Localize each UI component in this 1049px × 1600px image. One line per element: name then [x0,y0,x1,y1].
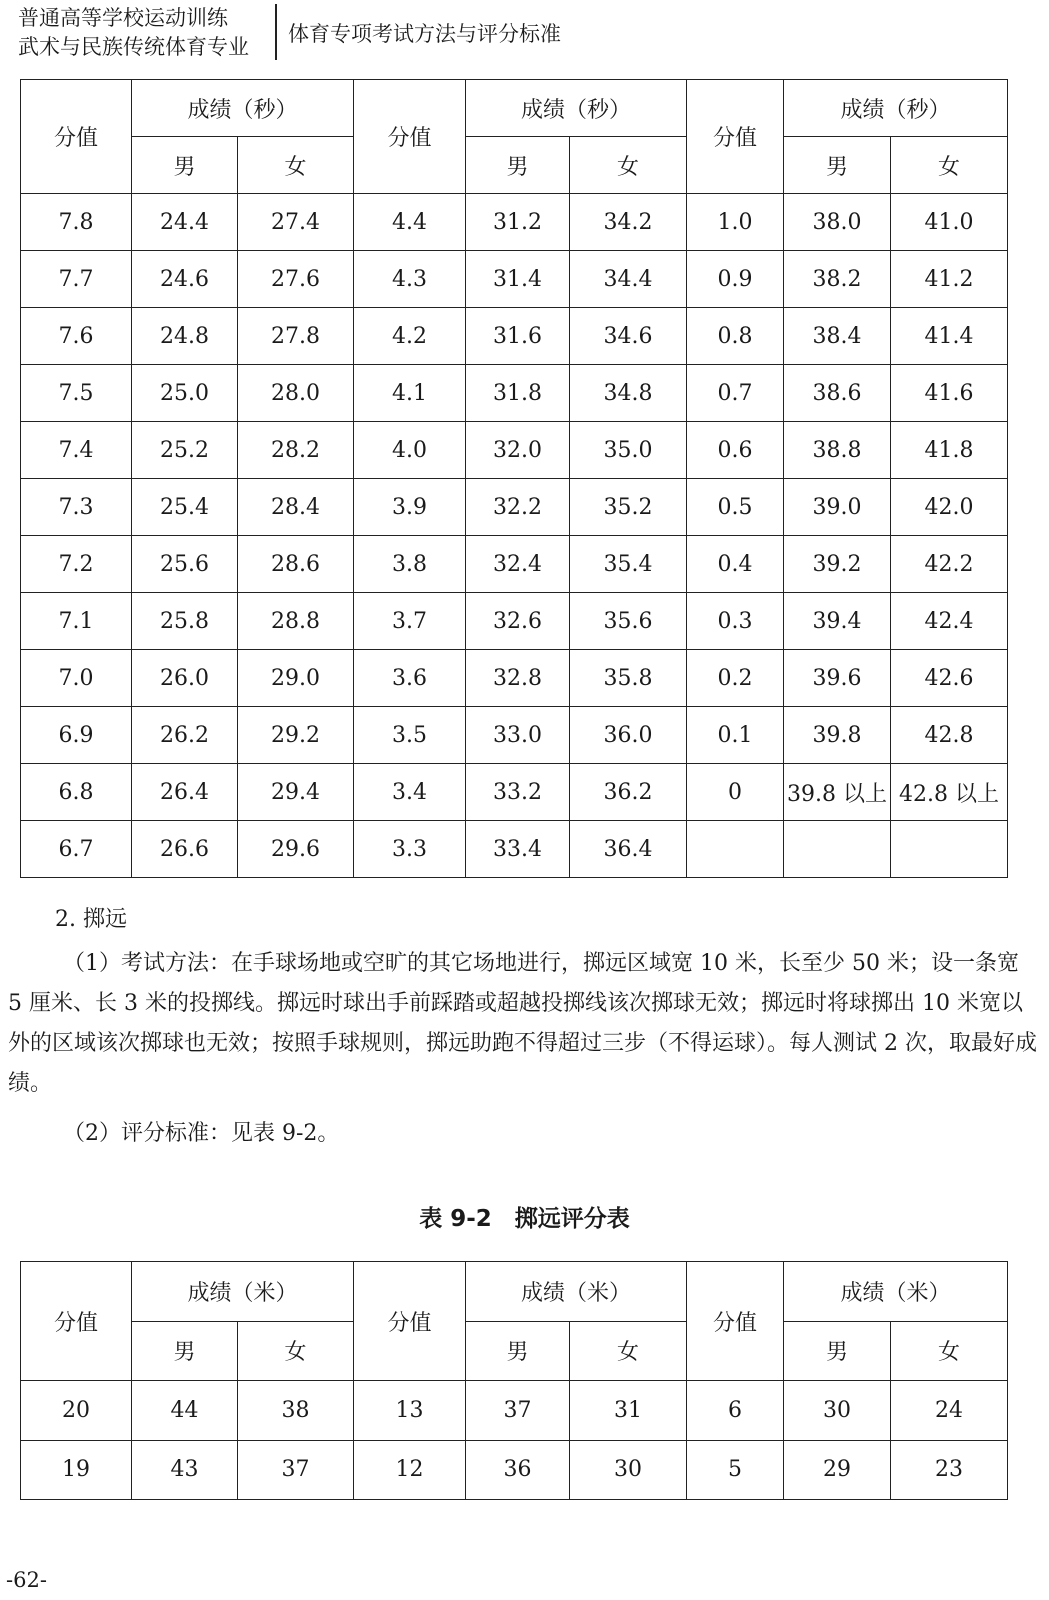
score-cell: 3.4 [354,764,466,821]
method-paragraph: （1）考试方法：在手球场地或空旷的其它场地进行，掷远区域宽 10 米，长至少 50 米；设一条宽 5 厘米、长 3 米的投掷线。掷远时球出手前踩踏或超越投掷线该次掷球无效；掷远时将球掷出 10 米宽以外的区域该次掷球也无效；按照手球规则，掷远助跑不得超过三步（不得运球）。每人测试 2 次，取最好成绩。 [8,951,1037,1096]
score-cell: 0.2 [687,650,784,707]
score-cell: 4.1 [354,365,466,422]
table-row [21,764,1008,821]
result-cell: 26.4 [132,764,238,821]
table-row [21,1381,1008,1441]
table-row [21,650,1008,707]
score-cell: 3.3 [354,821,466,878]
result-cell: 28.6 [238,536,354,593]
result-cell: 42.0 [891,479,1008,536]
result-cell: 42.8 [891,707,1008,764]
score-cell: 0.7 [687,365,784,422]
score-cell: 3.6 [354,650,466,707]
table-row [21,308,1008,365]
result-cell: 33.0 [466,707,570,764]
female-header: 女 [891,137,1008,194]
scoring-paragraph: （2）评分标准：见表 9-2。 [63,1121,340,1146]
score-cell: 7.3 [21,479,132,536]
male-header: 男 [784,1321,891,1381]
score-cell: 3.9 [354,479,466,536]
result-cell: 39.2 [784,536,891,593]
score-cell [687,821,784,878]
result-cell: 32.4 [466,536,570,593]
score-cell: 7.7 [21,251,132,308]
result-cell: 41.6 [891,365,1008,422]
result-cell [891,821,1008,878]
score-cell: 7.4 [21,422,132,479]
section-title: 2. 掷远 [55,907,127,932]
result-cell: 42.4 [891,593,1008,650]
result-cell: 35.8 [570,650,687,707]
score-cell: 20 [21,1381,132,1441]
score-header: 分值 [21,80,132,194]
result-cell: 43 [132,1440,238,1500]
result-cell: 27.8 [238,308,354,365]
score-cell: 7.1 [21,593,132,650]
table-row [21,479,1008,536]
table-row [21,251,1008,308]
score-cell: 4.2 [354,308,466,365]
score-cell: 0.5 [687,479,784,536]
result-cell: 42.8 以上 [891,764,1008,821]
score-cell: 7.0 [21,650,132,707]
result-header: 成绩（米） [132,1262,354,1322]
result-header: 成绩（秒） [784,80,1008,137]
table-row [21,707,1008,764]
male-header: 男 [466,1321,570,1381]
result-cell: 29.2 [238,707,354,764]
result-cell: 34.4 [570,251,687,308]
result-cell: 36.4 [570,821,687,878]
result-header: 成绩（米） [784,1262,1008,1322]
score-cell: 3.5 [354,707,466,764]
result-cell: 39.8 [784,707,891,764]
result-cell: 24.6 [132,251,238,308]
female-header: 女 [891,1321,1008,1381]
result-cell: 39.6 [784,650,891,707]
result-cell: 26.2 [132,707,238,764]
book-series-title [18,4,249,62]
result-cell: 35.0 [570,422,687,479]
score-cell: 0.6 [687,422,784,479]
result-cell: 31.2 [466,194,570,251]
female-header: 女 [570,137,687,194]
result-cell: 24.8 [132,308,238,365]
male-header: 男 [132,137,238,194]
result-cell: 25.8 [132,593,238,650]
score-cell: 4.0 [354,422,466,479]
score-cell: 7.2 [21,536,132,593]
result-cell: 44 [132,1381,238,1441]
table-row [21,536,1008,593]
result-cell: 42.6 [891,650,1008,707]
result-cell: 29.4 [238,764,354,821]
table-row [21,194,1008,251]
result-cell: 34.6 [570,308,687,365]
score-cell: 6 [687,1381,784,1441]
score-cell: 3.7 [354,593,466,650]
score-cell: 4.4 [354,194,466,251]
chapter-title: 体育专项考试方法与评分标准 [288,22,561,46]
result-cell: 38.4 [784,308,891,365]
result-header: 成绩（秒） [132,80,354,137]
result-cell: 33.4 [466,821,570,878]
result-cell: 38.6 [784,365,891,422]
result-cell: 28.0 [238,365,354,422]
throw-score-table [20,1261,1008,1500]
result-cell: 36.0 [570,707,687,764]
result-cell: 41.8 [891,422,1008,479]
result-cell: 36 [466,1440,570,1500]
result-cell: 31.4 [466,251,570,308]
score-header: 分值 [354,80,466,194]
result-cell: 29 [784,1440,891,1500]
result-cell: 41.2 [891,251,1008,308]
table-row [21,365,1008,422]
result-cell: 37 [238,1440,354,1500]
score-cell: 1.0 [687,194,784,251]
score-cell: 5 [687,1440,784,1500]
score-cell: 12 [354,1440,466,1500]
result-cell: 31.6 [466,308,570,365]
result-cell: 35.6 [570,593,687,650]
result-cell: 25.6 [132,536,238,593]
score-header: 分值 [354,1262,466,1381]
page-header [0,0,1049,70]
result-cell: 33.2 [466,764,570,821]
score-cell: 3.8 [354,536,466,593]
result-cell: 38.8 [784,422,891,479]
female-header: 女 [238,137,354,194]
table-caption: 表 9-2 掷远评分表 [419,1206,630,1232]
result-cell: 39.4 [784,593,891,650]
result-cell: 29.6 [238,821,354,878]
result-cell: 25.4 [132,479,238,536]
result-cell: 38.2 [784,251,891,308]
result-cell: 32.8 [466,650,570,707]
result-cell: 24.4 [132,194,238,251]
score-cell: 0.4 [687,536,784,593]
result-cell: 28.2 [238,422,354,479]
table-row [21,821,1008,878]
header-divider [275,4,277,60]
page-number: -62- [6,1568,47,1592]
result-cell: 37 [466,1381,570,1441]
table-row [21,1440,1008,1500]
male-header: 男 [784,137,891,194]
result-cell [784,821,891,878]
score-cell: 6.7 [21,821,132,878]
score-cell: 6.9 [21,707,132,764]
score-cell: 7.8 [21,194,132,251]
table-row [21,422,1008,479]
score-header: 分值 [687,1262,784,1381]
male-header: 男 [132,1321,238,1381]
result-cell: 32.6 [466,593,570,650]
result-cell: 29.0 [238,650,354,707]
result-cell: 26.0 [132,650,238,707]
series-title-line2: 武术与民族传统体育专业 [18,35,249,59]
result-cell: 31.8 [466,365,570,422]
score-cell: 7.6 [21,308,132,365]
score-cell: 4.3 [354,251,466,308]
result-cell: 28.4 [238,479,354,536]
result-cell: 35.4 [570,536,687,593]
result-cell: 41.0 [891,194,1008,251]
result-cell: 25.2 [132,422,238,479]
result-header: 成绩（米） [466,1262,687,1322]
time-score-table [20,79,1008,878]
series-title-line1: 普通高等学校运动训练 [18,6,228,30]
result-cell: 34.8 [570,365,687,422]
result-cell: 32.2 [466,479,570,536]
result-cell: 23 [891,1440,1008,1500]
result-cell: 26.6 [132,821,238,878]
result-cell: 38 [238,1381,354,1441]
result-cell: 39.8 以上 [784,764,891,821]
result-cell: 25.0 [132,365,238,422]
score-cell: 0.3 [687,593,784,650]
result-cell: 31 [570,1381,687,1441]
result-cell: 32.0 [466,422,570,479]
result-cell: 27.4 [238,194,354,251]
score-header: 分值 [21,1262,132,1381]
score-cell: 13 [354,1381,466,1441]
result-cell: 34.2 [570,194,687,251]
result-cell: 39.0 [784,479,891,536]
result-cell: 24 [891,1381,1008,1441]
score-cell: 0.8 [687,308,784,365]
result-cell: 38.0 [784,194,891,251]
score-cell: 0.9 [687,251,784,308]
result-cell: 30 [570,1440,687,1500]
result-cell: 35.2 [570,479,687,536]
female-header: 女 [238,1321,354,1381]
score-cell: 0 [687,764,784,821]
score-cell: 0.1 [687,707,784,764]
result-cell: 42.2 [891,536,1008,593]
result-header: 成绩（秒） [466,80,687,137]
score-cell: 6.8 [21,764,132,821]
result-cell: 27.6 [238,251,354,308]
score-cell: 19 [21,1440,132,1500]
table-row [21,593,1008,650]
score-header: 分值 [687,80,784,194]
male-header: 男 [466,137,570,194]
result-cell: 30 [784,1381,891,1441]
score-cell: 7.5 [21,365,132,422]
result-cell: 41.4 [891,308,1008,365]
female-header: 女 [570,1321,687,1381]
result-cell: 36.2 [570,764,687,821]
result-cell: 28.8 [238,593,354,650]
